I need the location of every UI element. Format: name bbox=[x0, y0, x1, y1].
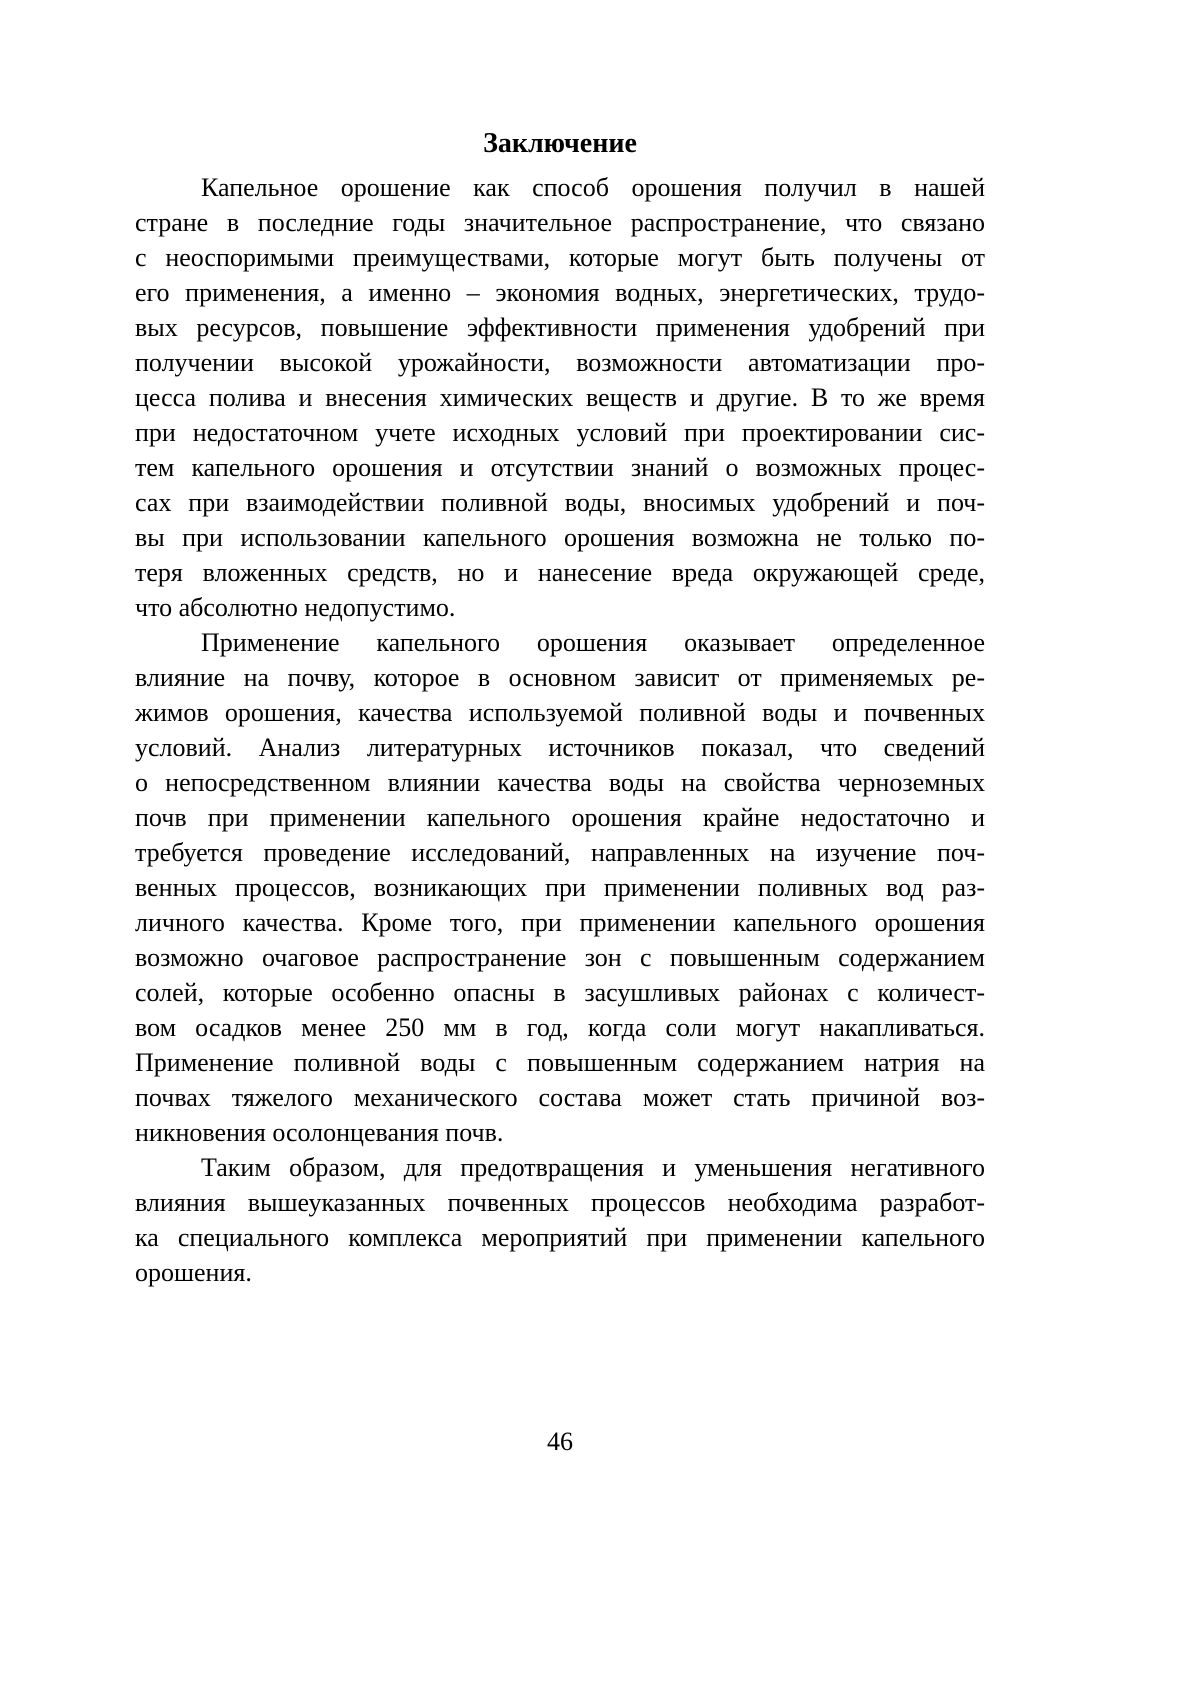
text-line: Применение капельного орошения оказывает определенное bbox=[201, 628, 985, 657]
page-number: 46 bbox=[547, 1427, 573, 1456]
text-line: сах при взаимодействии поливной воды, вносимых удобрений и поч- bbox=[135, 488, 985, 517]
text-line: ка специального комплекса мероприятий при применении капельного bbox=[135, 1223, 985, 1252]
text-block bbox=[135, 124, 985, 1290]
text-line: орошения. bbox=[135, 1258, 252, 1287]
text-line: никновения осолонцевания почв. bbox=[135, 1118, 504, 1147]
text-line: при недостаточном учете исходных условий при проектировании сис- bbox=[135, 418, 985, 447]
text-line: вом осадков менее 250 мм в год, когда соли могут накапливаться. bbox=[135, 1013, 985, 1042]
text-line: условий. Анализ литературных источников показал, что сведений bbox=[135, 733, 985, 762]
text-line: почвах тяжелого механического состава может стать причиной воз- bbox=[135, 1083, 985, 1112]
text-line: что абсолютно недопустимо. bbox=[135, 593, 456, 622]
text-line: солей, которые особенно опасны в засушливых районах с количест- bbox=[135, 978, 985, 1007]
text-line: стране в последние годы значительное распространение, что связано bbox=[135, 208, 985, 237]
text-line: почв при применении капельного орошения крайне недостаточно и bbox=[135, 803, 985, 832]
text-line: жимов орошения, качества используемой поливной воды и почвенных bbox=[135, 698, 985, 727]
text-line: цесса полива и внесения химических веществ и другие. В то же время bbox=[135, 383, 985, 412]
text-line: требуется проведение исследований, направленных на изучение поч- bbox=[135, 838, 985, 867]
text-line: с неоспоримыми преимуществами, которые могут быть получены от bbox=[135, 243, 985, 272]
text-line: Таким образом, для предотвращения и уменьшения негативного bbox=[201, 1153, 985, 1182]
text-line: влияния вышеуказанных почвенных процессов необходима разработ- bbox=[135, 1188, 985, 1217]
text-line: возможно очаговое распространение зон с повышенным содержанием bbox=[135, 943, 985, 972]
text-line: Капельное орошение как способ орошения получил в нашей bbox=[201, 173, 985, 202]
text-line: влияние на почву, которое в основном зависит от применяемых ре- bbox=[135, 663, 985, 692]
text-line: о непосредственном влиянии качества воды на свойства черноземных bbox=[135, 768, 985, 797]
section-title: Заключение bbox=[483, 128, 637, 159]
text-line: тем капельного орошения и отсутствии знаний о возможных процес- bbox=[135, 453, 985, 482]
paragraph-3 bbox=[135, 1150, 985, 1290]
text-line: получении высокой урожайности, возможности автоматизации про- bbox=[135, 348, 985, 377]
paragraph-1 bbox=[135, 170, 985, 625]
text-line: вы при использовании капельного орошения возможна не только по- bbox=[135, 523, 985, 552]
text-line: венных процессов, возникающих при применении поливных вод раз- bbox=[135, 873, 985, 902]
paragraph-2 bbox=[135, 625, 985, 1150]
text-line: его применения, а именно – экономия водных, энергетических, трудо- bbox=[135, 278, 985, 307]
text-line: Применение поливной воды с повышенным содержанием натрия на bbox=[135, 1048, 985, 1077]
text-line: вых ресурсов, повышение эффективности применения удобрений при bbox=[135, 313, 985, 342]
text-line: личного качества. Кроме того, при применении капельного орошения bbox=[135, 908, 985, 937]
text-line: теря вложенных средств, но и нанесение вреда окружающей среде, bbox=[135, 558, 985, 587]
